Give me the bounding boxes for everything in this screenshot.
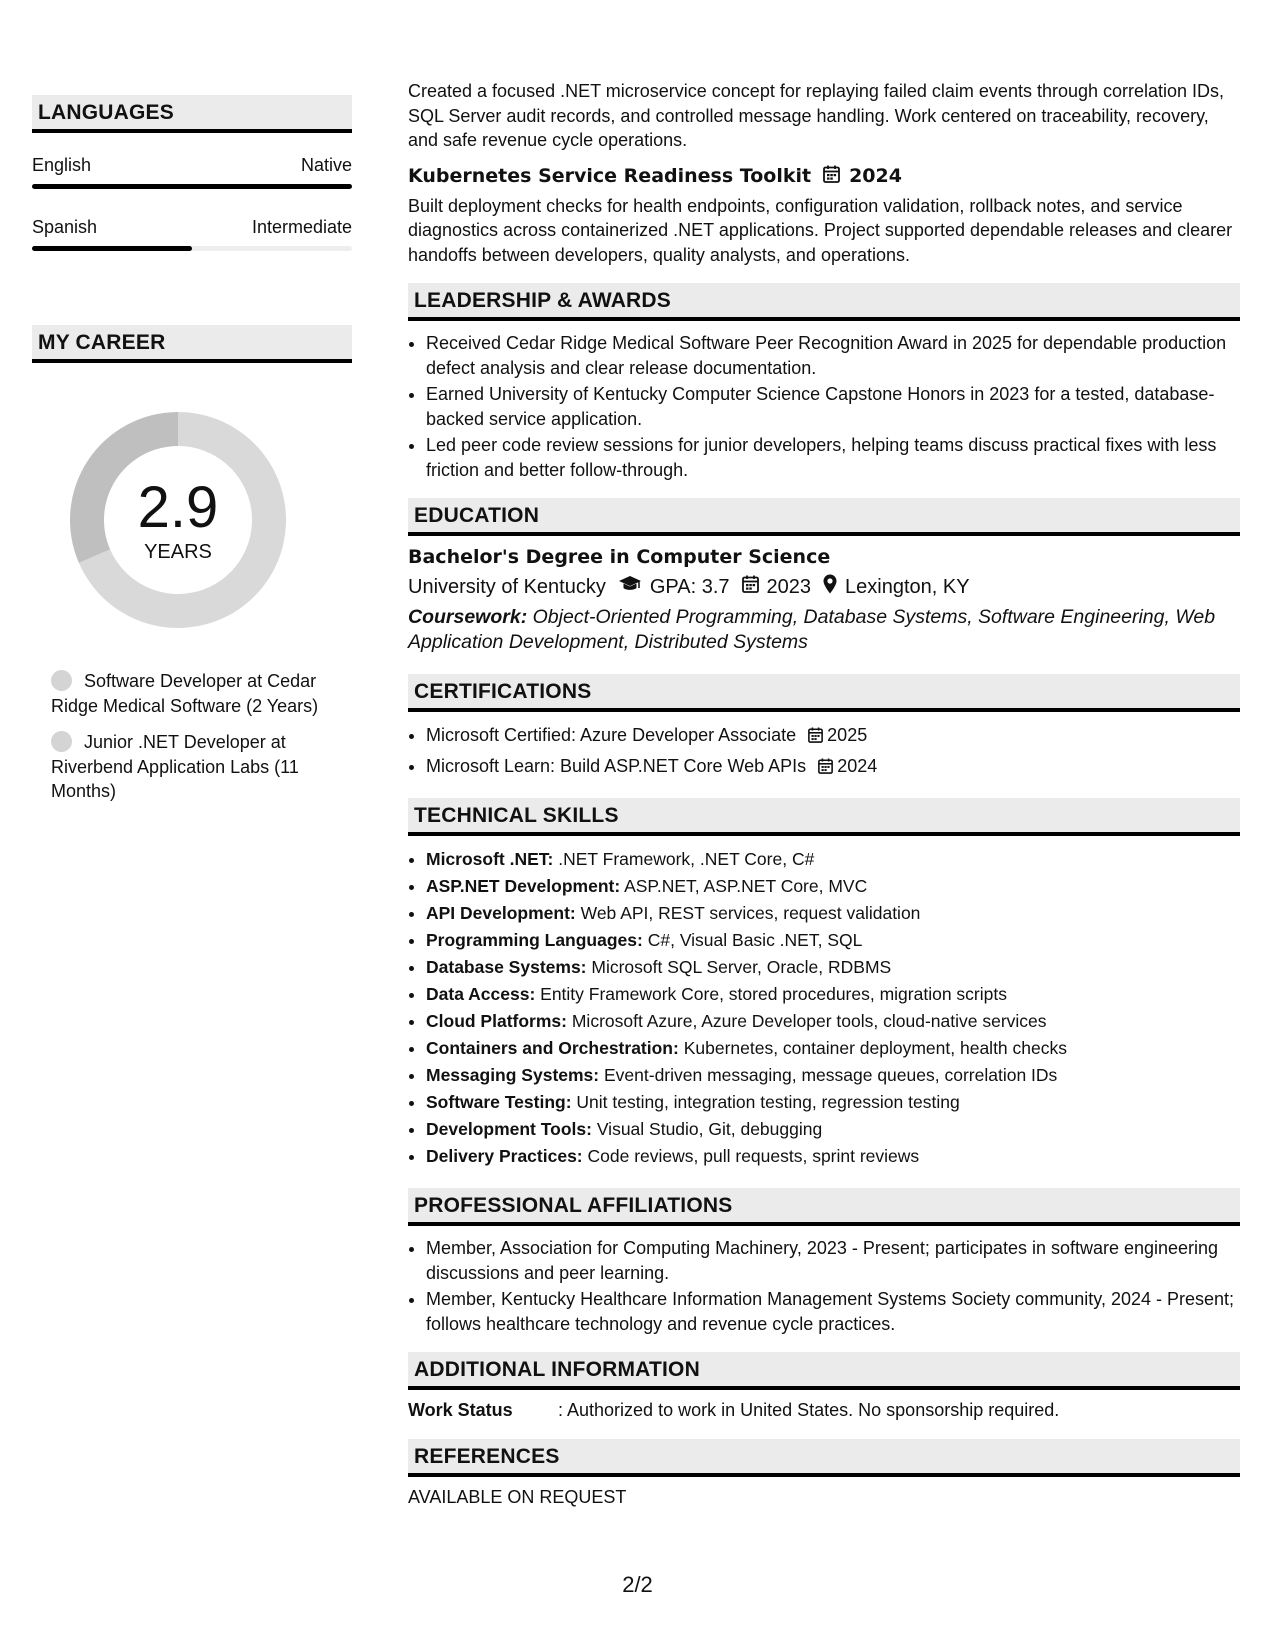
project-description: Built deployment checks for health endpoints, configuration validation, rollback notes, and service diagnostics across containerized .NET applications. Project supported dependable releases and clearer handoffs between developers, quality analysts, and operations. <box>408 195 1233 265</box>
skill-values: Unit testing, integration testing, regression testing <box>576 1092 960 1112</box>
skill-values: Entity Framework Core, stored procedures, migration scripts <box>540 984 1007 1004</box>
career-total-unit: YEARS <box>144 541 212 563</box>
skill-item <box>426 846 1240 873</box>
language-name: Spanish <box>32 217 98 237</box>
skill-category: Microsoft .NET: <box>426 849 554 869</box>
language-proficiency-fill <box>32 246 192 251</box>
leadership-section <box>408 283 1240 482</box>
skill-item <box>426 900 1240 927</box>
skill-values: C#, Visual Basic .NET, SQL <box>647 930 863 950</box>
certification-item <box>426 722 1240 751</box>
language-name: English <box>32 155 92 175</box>
skill-values: .NET Framework, .NET Core, C# <box>558 849 815 869</box>
project-description: Created a focused .NET microservice concept for replaying failed claim events through correlation IDs, SQL Server audit records, and controlled message handling. Work centered on traceability, recovery, and safe revenue cycle operations. <box>408 81 1225 150</box>
certification-year: 2025 <box>827 725 868 745</box>
certification-year: 2024 <box>837 756 878 776</box>
project-title: Kubernetes Service Readiness Toolkit <box>408 165 812 187</box>
language-level: Intermediate <box>251 217 352 237</box>
skill-values: Event-driven messaging, message queues, correlation IDs <box>604 1065 1058 1085</box>
coursework-label: Coursework: <box>408 606 528 628</box>
skill-item <box>426 981 1240 1008</box>
project-year: 2024 <box>849 165 902 187</box>
education-year: 2023 <box>766 575 812 598</box>
education-section <box>408 498 1240 654</box>
references-heading: REFERENCES <box>408 1439 1240 1477</box>
career-legend <box>32 669 352 804</box>
skill-category: Programming Languages: <box>426 930 643 950</box>
career-legend-item <box>51 730 352 804</box>
career-role-label: Junior .NET Developer at Riverbend Application Labs (11 Months) <box>51 732 299 801</box>
skill-item <box>426 873 1240 900</box>
calendar-icon <box>808 724 823 751</box>
career-legend-item <box>51 669 352 718</box>
skill-category: Development Tools: <box>426 1119 592 1139</box>
skills-heading: TECHNICAL SKILLS <box>408 798 1240 836</box>
education-heading: EDUCATION <box>408 498 1240 536</box>
calendar-icon <box>818 755 833 782</box>
language-item <box>32 217 352 251</box>
leadership-item: • Earned University of Kentucky Computer Science Capstone Honors in 2023 for a tested, database-backed service application. <box>426 382 1240 431</box>
education-location: Lexington, KY <box>845 575 970 598</box>
work-status-row <box>408 1400 1240 1421</box>
affiliations-section <box>408 1188 1240 1336</box>
skills-section <box>408 798 1240 1170</box>
career-heading: MY CAREER <box>32 325 352 363</box>
language-item <box>32 155 352 189</box>
skill-category: API Development: <box>426 903 576 923</box>
references-section <box>408 1439 1240 1508</box>
right-column <box>408 79 1240 1508</box>
education-meta-row <box>408 574 1240 600</box>
language-level: Native <box>300 155 352 175</box>
languages-heading: LANGUAGES <box>32 95 352 133</box>
education-school: University of Kentucky <box>408 575 606 598</box>
skill-category: Cloud Platforms: <box>426 1011 567 1031</box>
skill-values: Visual Studio, Git, debugging <box>596 1119 823 1139</box>
left-column <box>32 95 352 816</box>
work-status-label: Work Status <box>408 1400 513 1420</box>
skill-category: Database Systems: <box>426 957 587 977</box>
skill-category: Messaging Systems: <box>426 1065 600 1085</box>
coursework-list: Object-Oriented Programming, Database Systems, Software Engineering, Web Application Development, Distributed Systems <box>408 606 1216 653</box>
references-text: AVAILABLE ON REQUEST <box>408 1487 627 1507</box>
certifications-heading: CERTIFICATIONS <box>408 674 1240 712</box>
skill-values: Microsoft Azure, Azure Developer tools, cloud-native services <box>571 1011 1047 1031</box>
language-proficiency-fill <box>32 184 352 189</box>
certifications-section <box>408 674 1240 782</box>
skill-category: Delivery Practices: <box>426 1146 583 1166</box>
skill-category: Software Testing: <box>426 1092 572 1112</box>
skill-item <box>426 1143 1240 1170</box>
skill-values: ASP.NET, ASP.NET Core, MVC <box>624 876 868 896</box>
career-total-value: 2.9 <box>137 475 219 540</box>
certification-name: Microsoft Certified: Azure Developer Associate <box>426 725 797 745</box>
legend-dot-icon <box>51 731 72 752</box>
legend-dot-icon <box>51 670 72 691</box>
language-proficiency-bar <box>32 184 352 189</box>
leadership-heading: LEADERSHIP & AWARDS <box>408 283 1240 321</box>
skill-item <box>426 1035 1240 1062</box>
location-pin-icon <box>823 574 837 600</box>
skill-item <box>426 1008 1240 1035</box>
skill-item <box>426 927 1240 954</box>
skill-values: Microsoft SQL Server, Oracle, RDBMS <box>591 957 892 977</box>
project-title-row <box>408 165 1240 188</box>
leadership-item: • Received Cedar Ridge Medical Software Peer Recognition Award in 2025 for dependable production defect analysis and clear release documentation. <box>426 331 1240 380</box>
graduation-cap-icon <box>618 575 642 599</box>
affiliation-item: • Member, Kentucky Healthcare Information Management Systems Society community, 2024 - Present; follows healthcare technology and revenue cycle practices. <box>426 1287 1240 1336</box>
skill-values: Kubernetes, container deployment, health checks <box>683 1038 1067 1058</box>
page-indicator: 2/2 <box>622 1572 653 1597</box>
skill-category: Data Access: <box>426 984 536 1004</box>
skill-values: Web API, REST services, request validation <box>580 903 921 923</box>
skill-item <box>426 954 1240 981</box>
language-proficiency-bar <box>32 246 352 251</box>
education-gpa: GPA: 3.7 <box>649 575 730 598</box>
affiliations-heading: PROFESSIONAL AFFILIATIONS <box>408 1188 1240 1226</box>
certification-item <box>426 753 1240 782</box>
calendar-icon <box>742 575 759 599</box>
affiliation-item: • Member, Association for Computing Machinery, 2023 - Present; participates in software engineering discussions and peer learning. <box>426 1236 1240 1285</box>
career-role-label: Software Developer at Cedar Ridge Medical Software (2 Years) <box>51 671 319 716</box>
calendar-icon <box>823 165 840 188</box>
skill-item <box>426 1116 1240 1143</box>
education-degree: Bachelor's Degree in Computer Science <box>408 546 831 568</box>
additional-section <box>408 1352 1240 1421</box>
additional-heading: ADDITIONAL INFORMATION <box>408 1352 1240 1390</box>
skill-category: ASP.NET Development: <box>426 876 621 896</box>
leadership-item: • Led peer code review sessions for junior developers, helping teams discuss practical fixes with less friction and better follow-through. <box>426 433 1240 482</box>
skill-category: Containers and Orchestration: <box>426 1038 679 1058</box>
skill-values: Code reviews, pull requests, sprint reviews <box>587 1146 920 1166</box>
education-coursework <box>408 605 1240 654</box>
career-donut-chart <box>65 407 291 633</box>
work-status-value: : Authorized to work in United States. No sponsorship required. <box>558 1400 1060 1420</box>
skill-item <box>426 1089 1240 1116</box>
certification-name: Microsoft Learn: Build ASP.NET Core Web APIs <box>426 756 807 776</box>
skill-item <box>426 1062 1240 1089</box>
